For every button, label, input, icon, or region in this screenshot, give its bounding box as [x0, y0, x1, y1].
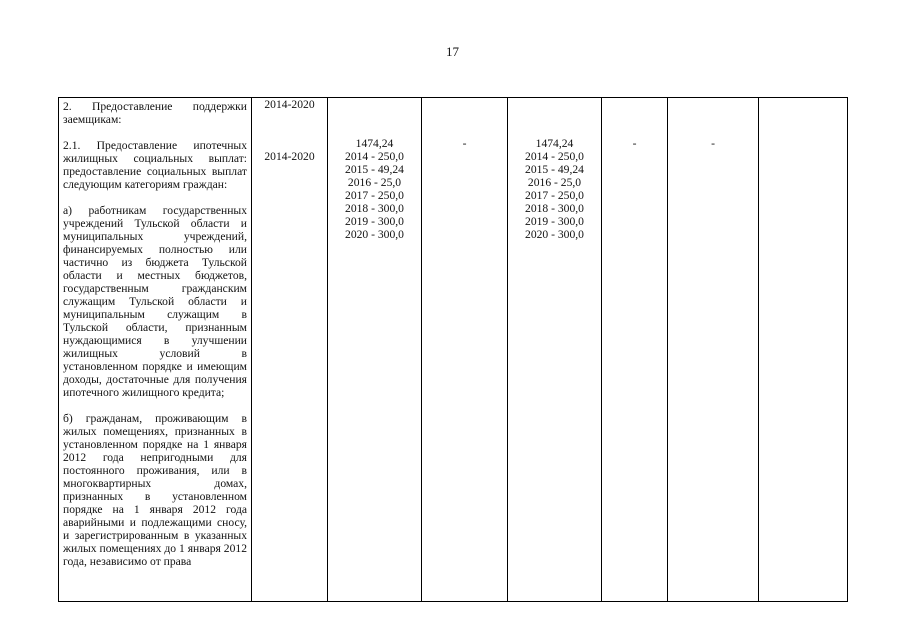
page-number: 17	[446, 44, 459, 59]
funding-total-line: 2017 - 250,0	[345, 189, 404, 202]
funding-regional-cell	[508, 98, 602, 602]
funding-regional-line: 2015 - 49,24	[525, 163, 584, 176]
funding-total-line: 2018 - 300,0	[345, 202, 404, 215]
funding-total-line: 2015 - 49,24	[345, 163, 404, 176]
item-b-text: б) гражданам, проживающим в жилых помещениях, признанных в установленном порядке на 1 января 2012 года непригодными для постоянного проживания, или в многоквартирных домах, признанных в установленном порядке на 1 января 2012 года аварийными и подлежащими сносу, и зарегистрированным в указанных жилых помещениях до 1 января 2012 года, независимо от права	[63, 412, 247, 568]
dash-value: -	[632, 137, 637, 150]
table-row	[59, 98, 848, 602]
measure-description-cell	[59, 98, 252, 602]
funding-total-line: 2020 - 300,0	[345, 228, 404, 241]
funding-total-cell	[328, 98, 422, 602]
dash-value: -	[711, 137, 715, 150]
funding-total-line: 2019 - 300,0	[345, 215, 404, 228]
funding-regional-line: 2018 - 300,0	[525, 202, 584, 215]
funding-regional-line: 2017 - 250,0	[525, 189, 584, 202]
funding-regional-line: 1474,24	[535, 137, 574, 150]
dash-value: -	[462, 137, 467, 150]
funding-local-cell	[602, 98, 668, 602]
item-2-1-text: 2.1. Предоставление ипотечных жилищных социальных выплат: предоставление социальных выплат следующим категориям граждан:	[63, 139, 247, 191]
item-2-1-period: 2014-2020	[264, 150, 315, 163]
funding-total-line: 1474,24	[355, 137, 394, 150]
funding-regional-line: 2020 - 300,0	[525, 228, 584, 241]
funding-federal-cell	[422, 98, 508, 602]
item-a-text: а) работникам государственных учреждений Тульской области и муниципальных учреждений, финансируемых полностью или частично из бюджета Тульской области и местных бюджетов, государственным гражданским служащим Тульской области и муниципальным служащим в Тульской области, признанным нуждающимися в улучшении жилищных условий в установленном порядке и имеющим доходы, достаточные для получения ипотечного жилищного кредита;	[63, 204, 247, 399]
funding-regional-line: 2019 - 300,0	[525, 215, 584, 228]
item-2-text: 2. Предоставление поддержки заемщикам:	[63, 100, 247, 126]
empty-cell	[759, 98, 848, 602]
funding-regional-line: 2016 - 25,0	[527, 176, 582, 189]
item-2-period: 2014-2020	[264, 98, 315, 111]
funding-total-line: 2014 - 250,0	[345, 150, 404, 163]
funding-regional-line: 2014 - 250,0	[525, 150, 584, 163]
funding-other-cell	[668, 98, 759, 602]
funding-total-line: 2016 - 25,0	[347, 176, 402, 189]
period-cell	[252, 98, 328, 602]
program-table	[58, 97, 848, 602]
